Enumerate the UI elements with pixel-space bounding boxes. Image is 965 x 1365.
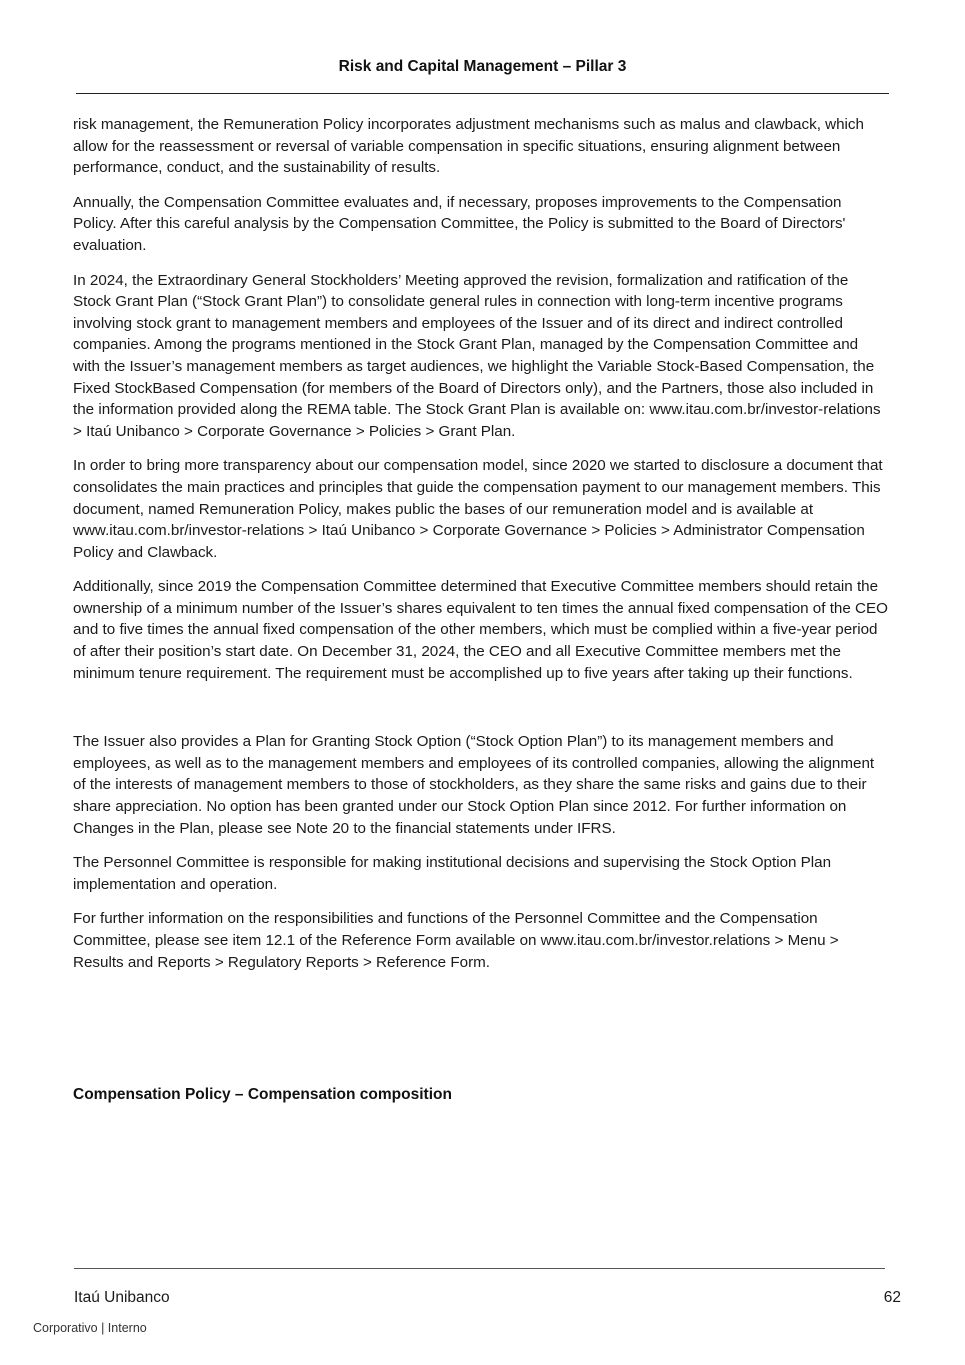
footer-divider [74,1268,885,1269]
document-body [73,114,889,986]
header-divider [76,93,889,94]
page-number: 62 [883,1289,901,1306]
paragraph-annual-evaluation: Annually, the Compensation Committee evaluates and, if necessary, proposes improvements to the Compensation Policy. After this careful analysis by the Compensation Committee, the Policy is submitted to the Board of Directors' evaluation. [73,193,846,254]
paragraph-remuneration-adjustments: risk management, the Remuneration Policy incorporates adjustment mechanisms such as malus and clawback, which allow for the reassessment or reversal of variable compensation in specific situations, ensuring alignment between performance, conduct, and the sustainability of results. [73,116,864,177]
paragraph-transparency: In order to bring more transparency about our compensation model, since 2020 we started to disclosure a document that consolidates the main practices and principles that guide the compensation payment to our management members. This document, named Remuneration Policy, makes public the bases of our remuneration model and is available at www.itau.com.br/investor-relations > Itaú Unibanco > Corporate Governance > Policies > Administrator Compensation Policy and Clawback. [73,457,883,561]
footer-company-name: Itaú Unibanco [74,1289,170,1306]
paragraph-personnel-committee: The Personnel Committee is responsible for making institutional decisions and supervising the Stock Option Plan implementation and operation. [73,854,832,893]
paragraph-share-ownership: Additionally, since 2019 the Compensation Committee determined that Executive Committee members should retain the ownership of a minimum number of the Issuer’s shares equivalent to ten times the annual fixed compensation of the CEO and to five times the annual fixed compensation of the other members, which must be complied within a five-year period of after their position’s start date. On December 31, 2024, the CEO and all Executive Committee members met the minimum tenure requirement. The requirement must be accomplished up to five years after taking up their functions. [73,578,888,682]
section-heading: Compensation Policy – Compensation composition [73,1086,452,1103]
page-header-title: Risk and Capital Management – Pillar 3 [338,58,627,75]
paragraph-stock-option-plan: The Issuer also provides a Plan for Granting Stock Option (“Stock Option Plan”) to its management members and employees, as well as to the management members and employees of its controlled companies, allowing the alignment of the interests of management members to those of stockholders, as they share the same risks and gains due to their share appreciation. No option has been granted under our Stock Option Plan since 2012. For further information on Changes in the Plan, please see Note 20 to the financial statements under IFRS. [73,733,875,837]
paragraph-further-information: For further information on the responsibilities and functions of the Personnel Committee and the Compensation Committee, please see item 12.1 of the Reference Form available on www.itau.com.br/investor.relations > Menu > Results and Reports > Regulatory Reports > Reference Form. [73,910,839,971]
paragraph-stock-grant-plan: In 2024, the Extraordinary General Stockholders’ Meeting approved the revision, formalization and ratification of the Stock Grant Plan (“Stock Grant Plan”) to consolidate general rules in connection with long-term incentive programs involving stock grant to management members and employees of the Issuer and of its direct and indirect controlled companies. Among the programs mentioned in the Stock Grant Plan, managed by the Compensation Committee and with the Issuer’s management members as target audiences, we highlight the Variable Stock-Based Compensation, the Fixed StockBased Compensation (for members of the Board of Directors only), and the Partners, those also included in the information provided along the REMA table. The Stock Grant Plan is available on: www.itau.com.br/investor-relations > Itaú Unibanco > Corporate Governance > Policies > Grant Plan. [73,271,881,440]
classification-label: Corporativo | Interno [33,1321,147,1335]
